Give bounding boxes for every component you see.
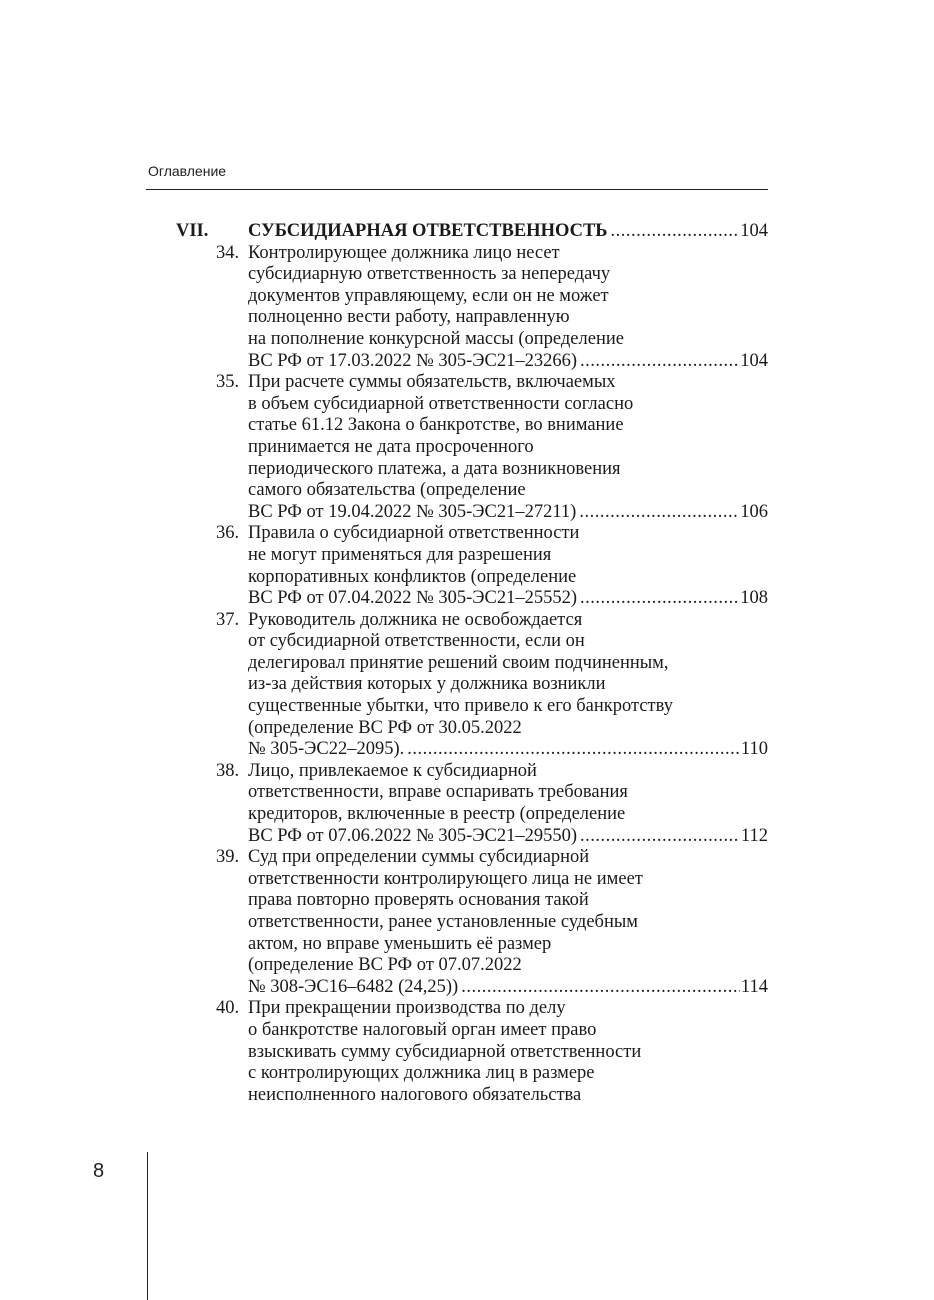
- toc-item-continuation: [176, 696, 768, 718]
- toc-item-continuation: [176, 631, 768, 653]
- dot-leader: [580, 588, 739, 610]
- toc-item-text: Суд при определении суммы субсидиарной: [248, 847, 590, 868]
- toc-item-text: ВС РФ от 07.06.2022 № 305-ЭС21–29550): [248, 825, 578, 846]
- toc-item-text: самого обязательства (определение: [248, 480, 526, 501]
- toc-item-text: в объем субсидиарной ответственности согласно: [248, 393, 634, 414]
- toc-item-continuation: [176, 502, 768, 524]
- toc-item-page: 112: [740, 825, 768, 846]
- footer-rule: [147, 1152, 148, 1300]
- toc-item-text: от субсидиарной ответственности, если он: [248, 631, 585, 652]
- toc-item-continuation: [176, 545, 768, 567]
- toc-item-continuation: [176, 782, 768, 804]
- toc-item-continuation: [176, 826, 768, 848]
- toc-item-text: принимается не дата просроченного: [248, 436, 534, 457]
- toc-item-continuation: [176, 653, 768, 675]
- toc-item-row[interactable]: [176, 243, 768, 265]
- toc-item-continuation: [176, 739, 768, 761]
- running-head: Оглавление: [148, 163, 227, 179]
- toc-item-continuation: [176, 955, 768, 977]
- toc-item-continuation: [176, 264, 768, 286]
- toc-item-row[interactable]: [176, 998, 768, 1020]
- toc-item-continuation: [176, 588, 768, 610]
- toc-item-text: полноценно вести работу, направленную: [248, 307, 570, 328]
- toc-item-number: 34.: [216, 242, 240, 263]
- toc-list: [176, 221, 768, 1106]
- toc-item-number: 37.: [216, 609, 240, 630]
- toc-item-text: делегировал принятие решений своим подчиненным,: [248, 652, 669, 673]
- toc-item-number: 40.: [216, 998, 240, 1019]
- toc-item-text: взыскивать сумму субсидиарной ответственности: [248, 1041, 642, 1062]
- toc-item-text: № 305-ЭС22–2095).: [248, 739, 405, 760]
- toc-item-continuation: [176, 459, 768, 481]
- toc-item-row[interactable]: [176, 610, 768, 632]
- toc-item-text: Лицо, привлекаемое к субсидиарной: [248, 760, 537, 781]
- toc-item-text: права повторно проверять основания такой: [248, 890, 589, 911]
- toc-item-number: 36.: [216, 523, 240, 544]
- toc-item-text: о банкротстве налоговый орган имеет право: [248, 1019, 597, 1040]
- toc-item-text: ответственности контролирующего лица не имеет: [248, 868, 643, 889]
- toc-item-continuation: [176, 394, 768, 416]
- dot-leader: [461, 977, 740, 999]
- toc-item-text: (определение ВС РФ от 30.05.2022: [248, 717, 522, 738]
- dot-leader: [579, 502, 739, 524]
- page-number: 8: [93, 1160, 105, 1182]
- toc-item-page: 114: [740, 976, 768, 997]
- toc-item-row[interactable]: [176, 523, 768, 545]
- toc-item-page: 106: [740, 501, 768, 522]
- toc-item-continuation: [176, 567, 768, 589]
- toc-item-text: корпоративных конфликтов (определение: [248, 566, 577, 587]
- toc-item-continuation: [176, 329, 768, 351]
- toc-item-text: № 308-ЭС16–6482 (24,25)): [248, 976, 459, 997]
- toc-item-continuation: [176, 286, 768, 308]
- toc-item-text: на пополнение конкурсной массы (определение: [248, 328, 624, 349]
- toc-item-text: ВС РФ от 17.03.2022 № 305-ЭС21–23266): [248, 350, 578, 371]
- toc-item-text: с контролирующих должника лиц в размере: [248, 1063, 595, 1084]
- toc-item-page: 110: [740, 739, 768, 760]
- dot-leader: [580, 351, 739, 373]
- toc-section-title: СУБСИДИАРНАЯ ОТВЕТСТВЕННОСТЬ: [248, 221, 608, 241]
- toc-item-continuation: [176, 718, 768, 740]
- toc-item-text: актом, но вправе уменьшить её размер: [248, 933, 552, 954]
- toc-item-text: Контролирующее должника лицо несет: [248, 242, 560, 263]
- toc-item-number: 39.: [216, 847, 240, 868]
- toc-item-text: ВС РФ от 19.04.2022 № 305-ЭС21–27211): [248, 501, 577, 522]
- toc-item-text: статье 61.12 Закона о банкротстве, во внимание: [248, 415, 624, 436]
- toc-item-row[interactable]: [176, 372, 768, 394]
- toc-item-continuation: [176, 890, 768, 912]
- toc-item-continuation: [176, 934, 768, 956]
- toc-item-number: 35.: [216, 372, 240, 393]
- toc-item-continuation: [176, 869, 768, 891]
- dot-leader: [407, 739, 740, 761]
- toc-item-text: ВС РФ от 07.04.2022 № 305-ЭС21–25552): [248, 588, 578, 609]
- toc-item-text: Правила о субсидиарной ответственности: [248, 523, 580, 544]
- toc-item-text: не могут применяться для разрешения: [248, 544, 552, 565]
- toc-item-text: неисполненного налогового обязательства: [248, 1084, 582, 1105]
- toc-item-text: При расчете суммы обязательств, включаемых: [248, 372, 616, 393]
- toc-item-page: 104: [740, 350, 768, 371]
- header-rule: [146, 189, 768, 190]
- toc-section-number: VII.: [176, 221, 209, 241]
- toc-section-row[interactable]: [176, 221, 768, 243]
- toc-item-continuation: [176, 977, 768, 999]
- toc-item-continuation: [176, 1042, 768, 1064]
- toc-item-continuation: [176, 307, 768, 329]
- toc-item-row[interactable]: [176, 847, 768, 869]
- toc-item-text: документов управляющему, если он не может: [248, 285, 609, 306]
- toc-item-text: (определение ВС РФ от 07.07.2022: [248, 955, 522, 976]
- toc-item-continuation: [176, 480, 768, 502]
- toc-item-page: 108: [740, 588, 768, 609]
- toc-item-text: субсидиарную ответственность за непередачу: [248, 264, 611, 285]
- toc-item-continuation: [176, 1020, 768, 1042]
- toc-item-number: 38.: [216, 760, 240, 781]
- toc-item-continuation: [176, 1063, 768, 1085]
- toc-item-text: кредиторов, включенные в реестр (определение: [248, 804, 626, 825]
- toc-item-text: При прекращении производства по делу: [248, 998, 566, 1019]
- toc-item-text: существенные убытки, что привело к его банкротству: [248, 696, 673, 717]
- toc-item-continuation: [176, 912, 768, 934]
- toc-item-continuation: [176, 1085, 768, 1107]
- dot-leader: [611, 221, 740, 243]
- toc-item-text: ответственности, вправе оспаривать требования: [248, 782, 628, 803]
- toc-item-text: из-за действия которых у должника возникли: [248, 674, 606, 695]
- toc-item-text: периодического платежа, а дата возникновения: [248, 458, 621, 479]
- toc-item-text: Руководитель должника не освобождается: [248, 609, 583, 630]
- toc-item-row[interactable]: [176, 761, 768, 783]
- toc-item-continuation: [176, 804, 768, 826]
- dot-leader: [580, 826, 740, 848]
- toc-item-continuation: [176, 674, 768, 696]
- toc-item-text: ответственности, ранее установленные судебным: [248, 912, 638, 932]
- toc-item-continuation: [176, 351, 768, 373]
- toc-section-page: 104: [740, 221, 768, 241]
- toc-item-continuation: [176, 437, 768, 459]
- toc-item-continuation: [176, 415, 768, 437]
